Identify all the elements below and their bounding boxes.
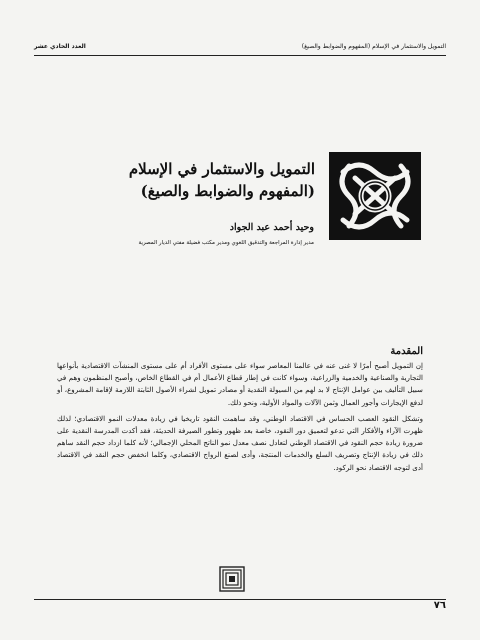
author-name: وحيد أحمد عبد الجواد bbox=[229, 222, 314, 233]
footer-rule bbox=[34, 599, 446, 600]
issue-label: العدد الحادي عشر bbox=[34, 43, 86, 50]
paragraph: وتشكل النقود العصب الحساس في الاقتصاد الوطني، وقد ساهمت النقود تاريخيا في زيادة معدلات النمو الاقتصادي؛ لذلك ظهرت الآراء والأفكار التي تدعو لتعميق دور النقود، خاصة بعد ظهور وتطور الصيرفة الحديثة، فقد أكدت المدرسة النقدية على ضرورة زيادة حجم النقود في الاقتصاد الوطني لتعادل نصف معدل نمو الناتج المحلي الإجمالي؛ لأنه كلما ازداد حجم النقد ساهم ذلك في زيادة الإنتاج وتصريف السلع والخدمات المنتجة، وأدى لصنع الرواج الاقتصادي، وكلما انخفض حجم النقد في الاقتصاد أدى لتوجه الاقتصاد نحو الركود. bbox=[57, 413, 423, 472]
author-affiliation: مدير إدارة المراجعة والتدقيق اللغوي ومدير مكتب فضيلة مفتي الديار المصرية bbox=[138, 240, 314, 246]
page-number: ٧٦ bbox=[430, 600, 446, 611]
celtic-knot-icon bbox=[329, 152, 421, 240]
title-line-1: التمويل والاستثمار في الإسلام bbox=[128, 160, 315, 178]
kufic-square-ornament-icon bbox=[219, 566, 245, 592]
header-rule bbox=[34, 55, 446, 56]
article-title bbox=[55, 158, 315, 202]
running-title: التمويل والاستثمار في الإسلام (المفهوم والضوابط والصيغ) bbox=[301, 43, 446, 50]
title-line-2: (المفهوم والضوابط والصيغ) bbox=[140, 182, 315, 200]
section-heading: المقدمة bbox=[390, 346, 423, 357]
article-body bbox=[57, 360, 423, 478]
paragraph: إن التمويل أصبح أمرًا لا غنى عنه في عالمنا المعاصر سواء على مستوى الأفراد أم على مستوى المنشآت الاقتصادية بأنواعها التجارية والصناعية والخدمية والزراعية، وسواء كانت في إطار قطاع الأعمال أم في القطاع الخاص، وأصبح المنظمون وهم في سبيل التأليف بين عوامل الإنتاج لا بد لهم من السيولة النقدية أو مصادر تمويل لشراء الأصول الثابتة اللازمة لإقامة المشروع، أو لدفع الإيجارات وأجور العمال وثمن الآلات والمواد الأولية، ونحو ذلك. bbox=[57, 361, 423, 407]
